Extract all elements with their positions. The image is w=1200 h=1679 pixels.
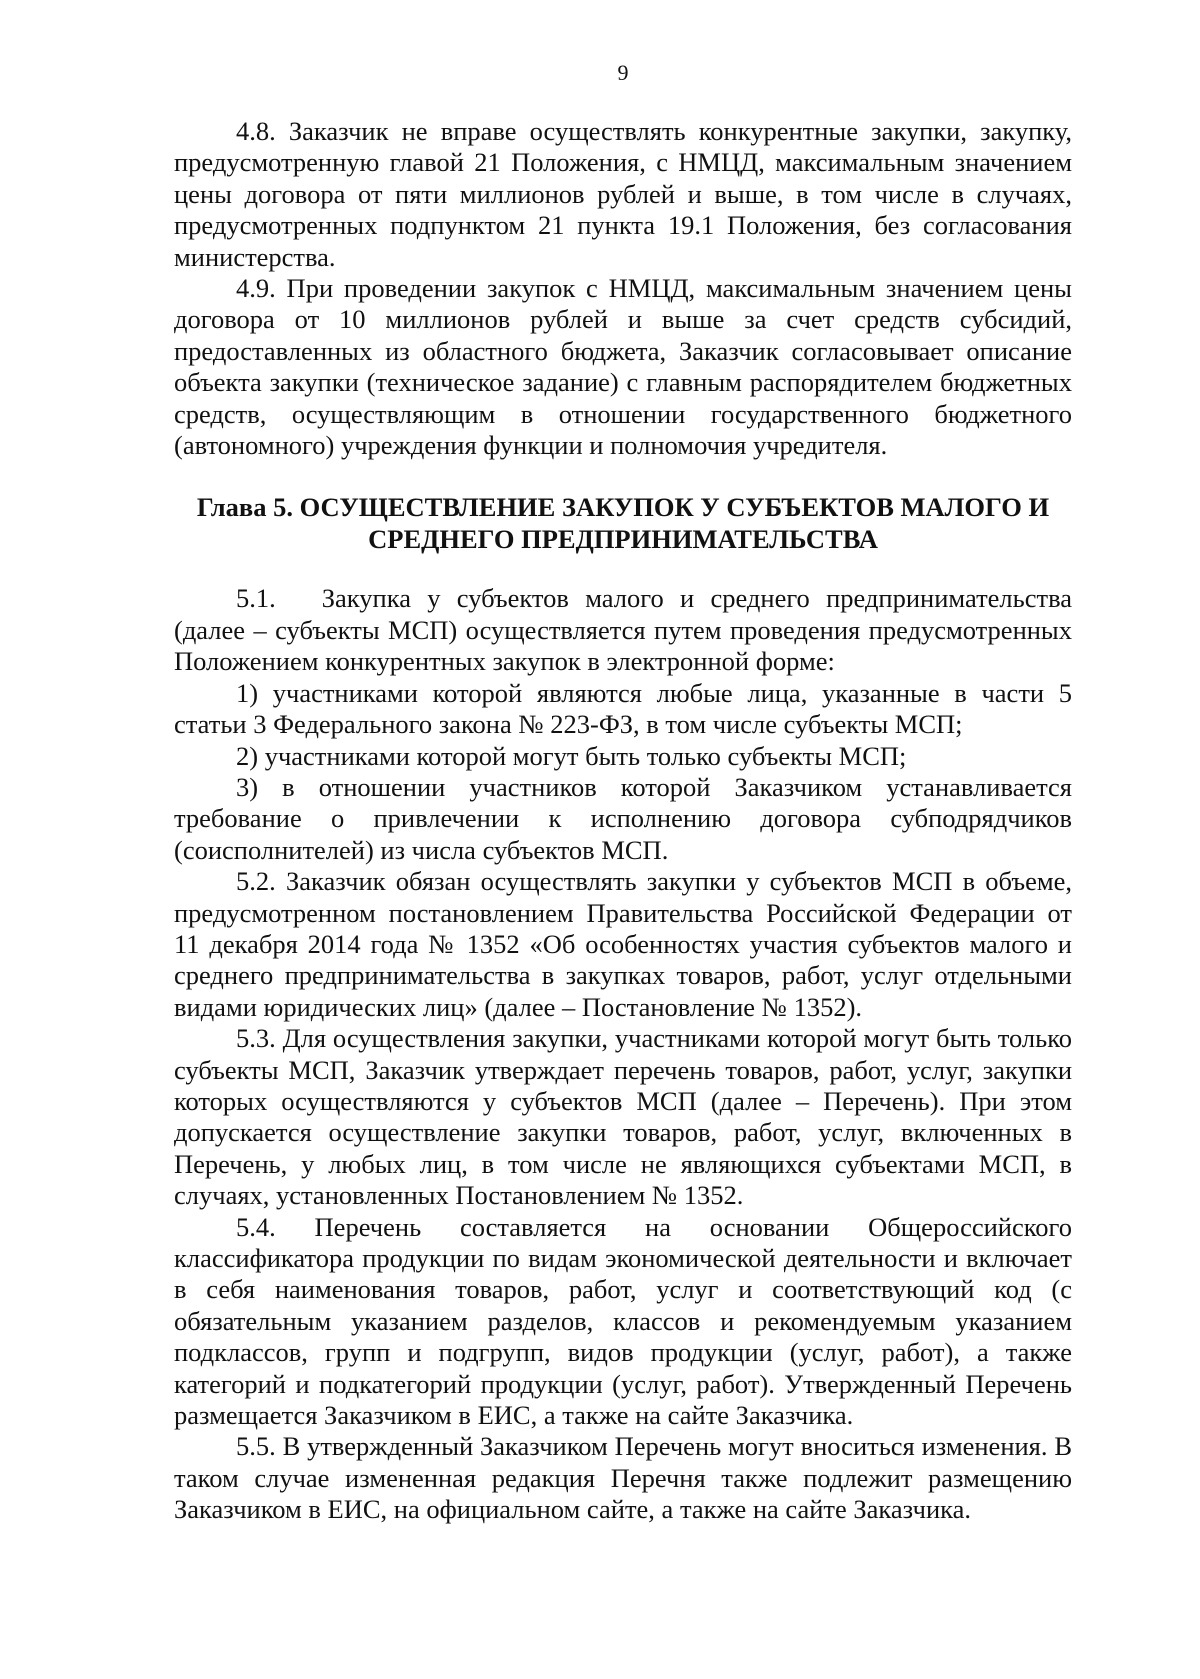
- list-item-2: 2) участниками которой могут быть только субъекты МСП;: [236, 740, 907, 771]
- list-item-1: 1) участниками которой являются любые лица, указанные в части 5 статьи 3 Федерального закона № 223-ФЗ, в том числе субъекты МСП;: [174, 677, 1072, 740]
- paragraph-5-1: [174, 583, 1072, 677]
- document-page: [174, 60, 1072, 1526]
- paragraph-5-1-number: 5.1.: [236, 583, 276, 614]
- list-item-3: 3) в отношении участников которой Заказчиком устанавливается требование о привлечении к исполнению договора субподрядчиков (соисполнителей) из числа субъектов МСП.: [174, 771, 1072, 865]
- paragraph-5-5: 5.5. В утвержденный Заказчиком Перечень могут вноситься изменения. В таком случае измененная редакция Перечня также подлежит размещению Заказчиком в ЕИС, на официальном сайте, а также на сайте Заказчика.: [174, 1431, 1072, 1525]
- page-number: 9: [617, 60, 629, 85]
- paragraph-5-3: 5.3. Для осуществления закупки, участниками которой могут быть только субъекты МСП, Заказчик утверждает перечень товаров, работ, услуг, закупки которых осуществляются у субъектов МСП (далее – Перечень). При этом допускается осуществление закупки товаров, работ, услуг, включенных в Перечень, у любых лиц, в том числе не являющихся субъектами МСП, в случаях, установленных Постановлением № 1352.: [174, 1023, 1072, 1211]
- paragraph-5-1-text: Закупка у субъектов малого и среднего предпринимательства (далее – субъекты МСП) осуществляется путем проведения предусмотренных Положением конкурентных закупок в электронной форме:: [174, 583, 1072, 677]
- paragraph-5-2: 5.2. Заказчик обязан осуществлять закупки у субъектов МСП в объеме, предусмотренном постановлением Правительства Российской Федерации от 11 декабря 2014 года № 1352 «Об особенностях участия субъектов малого и среднего предпринимательства в закупках товаров, работ, услуг отдельными видами юридических лиц» (далее – Постановление № 1352).: [174, 866, 1072, 1022]
- paragraph-5-4: 5.4. Перечень составляется на основании Общероссийского классификатора продукции по видам экономической деятельности и включает в себя наименования товаров, работ, услуг и соответствующий код (с обязательным указанием разделов, классов и рекомендуемым указанием подклассов, групп и подгрупп, видов продукции (услуг, работ), а также категорий и подкатегорий продукции (услуг, работ). Утвержденный Перечень размещается Заказчиком в ЕИС, а также на сайте Заказчика.: [174, 1211, 1072, 1431]
- chapter-title: Глава 5. ОСУЩЕСТВЛЕНИЕ ЗАКУПОК У СУБЪЕКТОВ МАЛОГО И СРЕДНЕГО ПРЕДПРИНИМАТЕЛЬСТВА: [196, 492, 1050, 555]
- paragraph-4-8: 4.8. Заказчик не вправе осуществлять конкурентные закупки, закупку, предусмотренную главой 21 Положения, с НМЦД, максимальным значением цены договора от пяти миллионов рублей и выше, в том числе в случаях, предусмотренных подпунктом 21 пункта 19.1 Положения, без согласования министерства.: [174, 116, 1072, 272]
- paragraph-4-9: 4.9. При проведении закупок с НМЦД, максимальным значением цены договора от 10 миллионов рублей и выше за счет средств субсидий, предоставленных из областного бюджета, Заказчик согласовывает описание объекта закупки (техническое задание) с главным распорядителем бюджетных средств, осуществляющим в отношении государственного бюджетного (автономного) учреждения функции и полномочия учредителя.: [174, 273, 1072, 461]
